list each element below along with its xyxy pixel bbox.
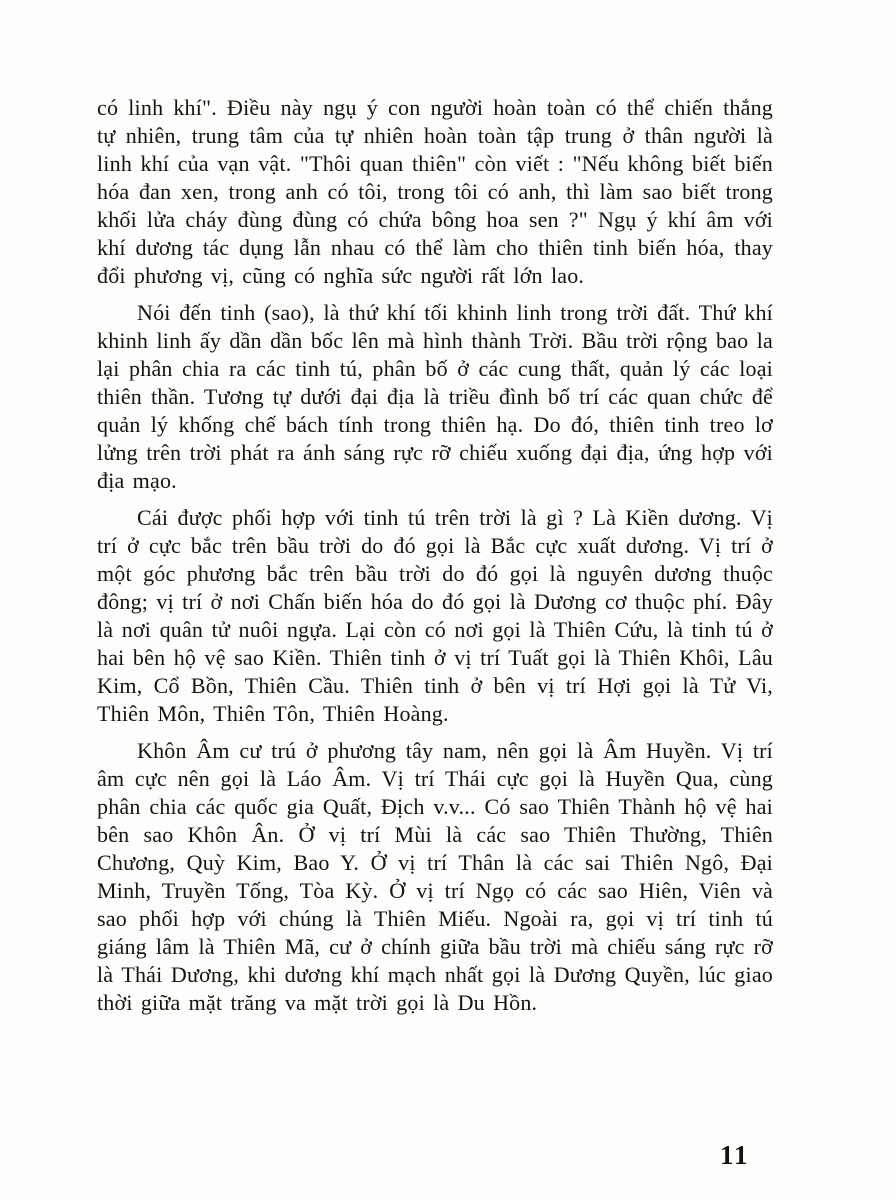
body-text xyxy=(97,94,773,1026)
paragraph-tinh-sao: Nói đến tinh (sao), là thứ khí tối khinh linh trong trời đất. Thứ khí khinh linh ấy dần dần bốc lên mà hình thành Trời. Bầu trời rộng bao la lại phân chia ra các tinh tú, phân bố ở các cung thất, quản lý các loại thiên thần. Tương tự dưới đại địa là triều đình bố trí các quan chức để quản lý khống chế bách tính trong thiên hạ. Do đó, thiên tinh treo lơ lửng trên trời phát ra ánh sáng rực rỡ chiếu xuống đại địa, ứng hợp với địa mạo. xyxy=(97,300,773,493)
paragraph-continuation: có linh khí". Điều này ngụ ý con người hoàn toàn có thể chiến thắng tự nhiên, trung tâm của tự nhiên hoàn toàn tập trung ở thân người là linh khí của vạn vật. "Thôi quan thiên" còn viết : "Nếu không biết biến hóa đan xen, trong anh có tôi, trong tôi có anh, thì làm sao biết trong khối lửa cháy đùng đùng có chứa bông hoa sen ?" Ngụ ý khí âm với khí dương tác dụng lẫn nhau có thể làm cho thiên tinh biến hóa, thay đổi phương vị, cũng có nghĩa sức người rất lớn lao. xyxy=(97,95,773,288)
paragraph-khon-am: Khôn Âm cư trú ở phương tây nam, nên gọi là Âm Huyền. Vị trí âm cực nên gọi là Láo Âm. Vị trí Thái cực gọi là Huyền Qua, cùng phân chia các quốc gia Quất, Địch v.v... Có sao Thiên Thành hộ vệ hai bên sao Khôn Ân. Ở vị trí Mùi là các sao Thiên Thường, Thiên Chương, Quỳ Kim, Bao Y. Ở vị trí Thân là các sai Thiên Ngô, Đại Minh, Truyền Tống, Tòa Kỳ. Ở vị trí Ngọ có các sao Hiên, Viên và sao phối hợp với chúng là Thiên Miếu. Ngoài ra, gọi vị trí tinh tú giáng lâm là Thiên Mã, cư ở chính giữa bầu trời mà chiếu sáng rực rỡ là Thái Dương, khi dương khí mạch nhất gọi là Dương Quyền, lúc giao thời giữa mặt trăng va mặt trời gọi là Du Hồn. xyxy=(97,738,773,1015)
paragraph-kien-duong: Cái được phối hợp với tinh tú trên trời là gì ? Là Kiền dương. Vị trí ở cực bắc trên bầu trời do đó gọi là Bắc cực xuất dương. Vị trí ở một góc phương bắc trên bầu trời do đó gọi là nguyên dương thuộc đông; vị trí ở nơi Chấn biến hóa do đó gọi là Dương cơ thuộc phí. Đây là nơi quân tử nuôi ngựa. Lại còn có nơi gọi là Thiên Cứu, là tinh tú ở hai bên hộ vệ sao Kiền. Thiên tinh ở vị trí Tuất gọi là Thiên Khôi, Lâu Kim, Cổ Bồn, Thiên Cầu. Thiên tinh ở bên vị trí Hợi gọi là Tử Vi, Thiên Môn, Thiên Tôn, Thiên Hoàng. xyxy=(97,505,773,726)
page-number: 11 xyxy=(720,1140,750,1170)
